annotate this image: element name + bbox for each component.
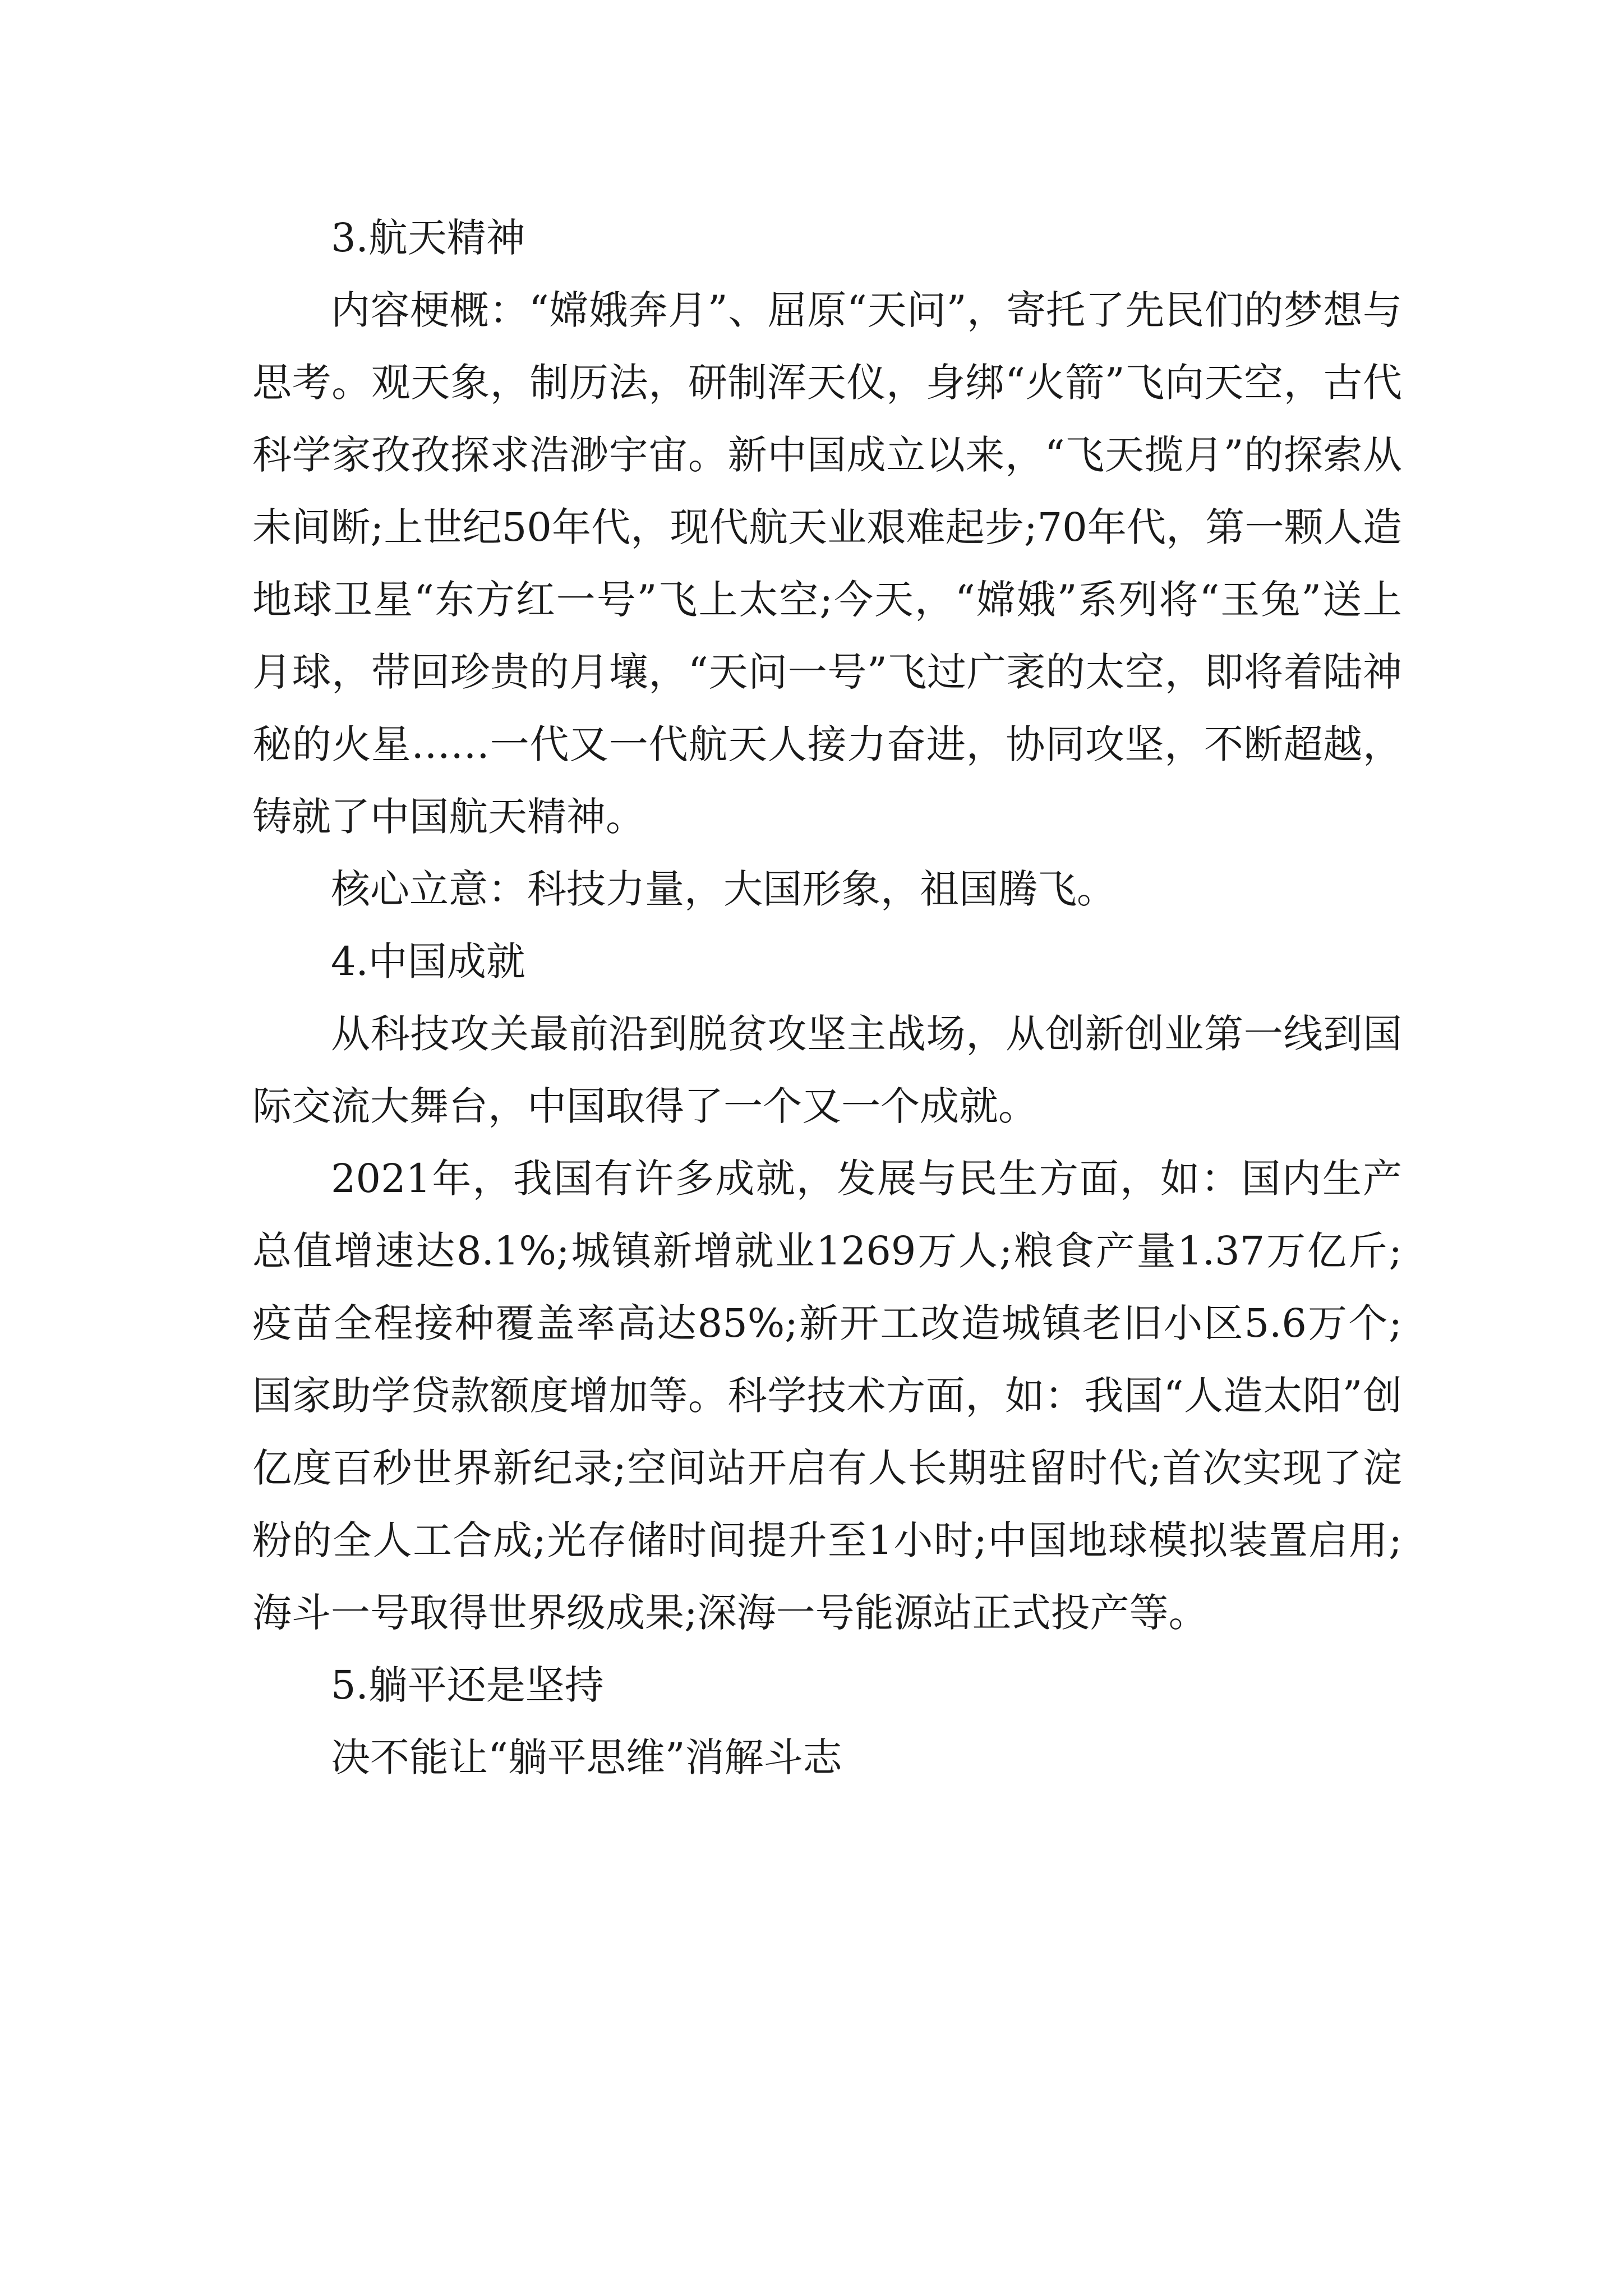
section-heading-lying-flat: 5.躺平还是坚持 xyxy=(331,1662,604,1708)
paragraph-core-idea: 核心立意：科技力量，大国形象，祖国腾飞。 xyxy=(331,866,1116,912)
paragraph-achievements-intro: 从科技攻关最前沿到脱贫攻坚主战场，从创新创业第一线到国际交流大舞台，中国取得了一个又一个成就。 xyxy=(252,1011,1402,1129)
paragraph-content-summary: 内容梗概：“嫦娥奔月”、屈原“天问”，寄托了先民们的梦想与思考。观天象，制历法，研制浑天仪，身绑“火箭”飞向天空，古代科学家孜孜探求浩渺宇宙。新中国成立以来，“飞天揽月”的探索从未间断;上世纪50年代，现代航天业艰难起步;70年代，第一颗人造地球卫星“东方红一号”飞上太空;今天，“嫦娥”系列将“玉兔”送上月球，带回珍贵的月壤，“天问一号”飞过广袤的太空，即将着陆神秘的火星……一代又一代航天人接力奋进，协同攻坚，不断超越，铸就了中国航天精神。 xyxy=(252,287,1402,840)
paragraph-lying-flat-thesis: 决不能让“躺平思维”消解斗志 xyxy=(331,1734,842,1780)
section-heading-aerospace-spirit: 3.航天精神 xyxy=(331,215,525,261)
paragraph-achievements-2021: 2021年，我国有许多成就，发展与民生方面，如：国内生产总值增速达8.1%;城镇新增就业1269万人;粮食产量1.37万亿斤;疫苗全程接种覆盖率高达85%;新开工改造城镇老旧小区5.6万个;国家助学贷款额度增加等。科学技术方面，如：我国“人造太阳”创亿度百秒世界新纪录;空间站开启有人长期驻留时代;首次实现了淀粉的全人工合成;光存储时间提升至1小时;中国地球模拟装置启用;海斗一号取得世界级成果;深海一号能源站正式投产等。 xyxy=(252,1156,1402,1636)
document-body xyxy=(252,202,1402,1794)
section-heading-china-achievements: 4.中国成就 xyxy=(331,938,525,984)
